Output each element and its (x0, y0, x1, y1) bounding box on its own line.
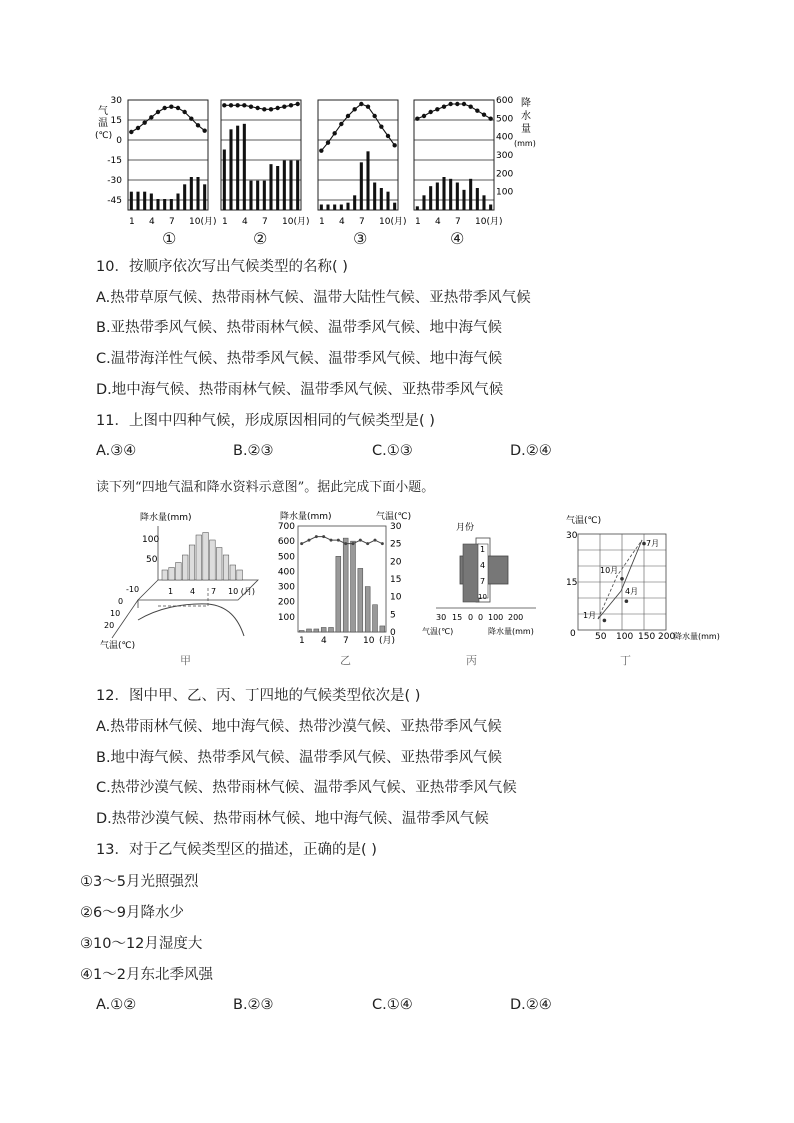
q13-option-c[interactable]: C.①④ (372, 997, 413, 1013)
bing-month-10: 10 (478, 593, 487, 601)
q13-statement-1: ①3～5月光照强烈 (80, 874, 199, 890)
q12-stem: 12．图中甲、乙、丙、丁四地的气候类型依次是( ) (96, 688, 421, 704)
q10-stem: 10．按顺序依次写出气候类型的名称( ) (96, 259, 348, 275)
jia-bar (189, 545, 195, 580)
jia-xtick-1: 1 (168, 587, 174, 596)
yi-bar (299, 630, 304, 632)
q11-stem: 11．上图中四种气候，形成原因相同的气候类型是( ) (96, 413, 435, 429)
jia-bar (162, 570, 168, 580)
yi-bar (336, 556, 341, 632)
y-left-ticks (107, 96, 122, 206)
y-left-label-2: 温 (98, 118, 108, 129)
temp-point (242, 103, 246, 107)
panel-label-3: ③ (353, 229, 368, 248)
yi-point (381, 542, 384, 545)
q12-option-d[interactable]: D.热带沙漠气候、热带雨林气候、地中海气候、温带季风气候 (96, 811, 489, 827)
x-tick: 10(月) (189, 217, 217, 227)
precip-bar (150, 194, 153, 211)
yi-left-tick: 400 (277, 567, 295, 578)
ding-caption: 丁 (620, 654, 631, 667)
precip-bar (276, 166, 279, 210)
precip-bar (283, 161, 286, 211)
climate-charts-figure (90, 92, 536, 252)
y-left-tick: 15 (110, 116, 122, 126)
x-tick: 1 (415, 217, 421, 227)
yi-point (315, 535, 318, 538)
temp-point (326, 140, 330, 144)
climate-panel-3 (318, 100, 406, 227)
precip-bar (476, 188, 479, 210)
precip-bar (130, 192, 133, 210)
chart-yi (268, 508, 428, 668)
ding-line (598, 540, 642, 619)
temp-point (162, 106, 166, 110)
precip-bar (229, 129, 232, 210)
jia-ttick-20: 20 (104, 621, 115, 630)
temp-point (149, 115, 153, 119)
yi-xtick-unit: (月) (379, 636, 396, 646)
precip-bar (353, 195, 356, 210)
yi-right-tick: 5 (390, 610, 396, 621)
bing-title: 月份 (456, 523, 475, 533)
temp-point (142, 120, 146, 124)
x-tick: 7 (262, 217, 268, 227)
yi-bar (351, 541, 356, 632)
ding-ytick-30: 30 (566, 531, 578, 541)
temp-line (131, 107, 204, 132)
q13-option-b[interactable]: B.②③ (233, 997, 274, 1013)
y-right-tick: 400 (496, 132, 514, 143)
yi-bar (321, 627, 326, 632)
precip-bar (176, 194, 179, 211)
temp-point (455, 102, 459, 106)
temp-point (339, 122, 343, 126)
temp-point (169, 104, 173, 108)
yi-left-tick: 200 (277, 597, 295, 608)
temp-point (202, 128, 206, 132)
y-left-tick: -15 (107, 156, 122, 166)
yi-xtick-10: 10 (363, 636, 375, 646)
temp-point (156, 110, 160, 114)
y-right-tick: 500 (496, 114, 514, 125)
q13-statement-4: ④1～2月东北季风强 (80, 967, 213, 983)
y-right-tick: 200 (496, 169, 514, 180)
yi-point (337, 539, 340, 542)
yi-caption: 乙 (340, 654, 351, 667)
precip-bar (263, 181, 266, 210)
yi-xtick-4: 4 (321, 636, 327, 646)
temp-point (379, 124, 383, 128)
precip-bar (256, 181, 259, 210)
y-right-label-3: 量 (521, 124, 531, 135)
yi-right-tick: 20 (390, 557, 402, 568)
yi-point (352, 542, 355, 545)
x-tick: 10(月) (379, 217, 407, 227)
panel-label-4: ④ (450, 229, 465, 248)
temp-point (422, 114, 426, 118)
chart-ding (562, 510, 742, 668)
q13-option-a[interactable]: A.①② (96, 997, 137, 1013)
precip-bar (462, 190, 465, 210)
yi-precip-bars (299, 538, 385, 632)
precip-bar (346, 203, 349, 210)
precip-bar (326, 205, 329, 211)
y-right-tick: 600 (496, 96, 514, 106)
temp-line (321, 104, 394, 151)
yi-bar (314, 629, 319, 632)
ding-point (625, 599, 629, 603)
precip-bar (320, 205, 323, 211)
precip-bar (489, 205, 492, 211)
precip-bar (236, 126, 239, 210)
yi-bar (380, 626, 385, 632)
precip-bar (190, 177, 193, 210)
precip-bar (196, 177, 199, 210)
jia-bar (210, 540, 216, 580)
yi-bar (365, 587, 370, 632)
jia-bar (203, 533, 209, 581)
temp-point (255, 106, 259, 110)
temp-point (448, 102, 452, 106)
q13-statement-2: ②6～9月降水少 (80, 905, 184, 921)
ding-xlabel: 降水量(mm) (674, 632, 720, 641)
precip-bar (449, 179, 452, 210)
ding-xtick-50: 50 (595, 632, 607, 642)
temp-point (269, 107, 273, 111)
q11-option-a[interactable]: A.③④ (96, 443, 137, 459)
temp-point (386, 134, 390, 138)
q11-option-b[interactable]: B.②③ (233, 443, 274, 459)
q13-stem: 13．对于乙气候类型区的描述，正确的是( ) (96, 842, 377, 858)
x-tick: 4 (435, 217, 441, 227)
precip-bar (289, 161, 292, 211)
temp-point (182, 110, 186, 114)
x-tick: 1 (129, 217, 135, 227)
precip-bar (380, 188, 383, 210)
bing-month-1: 1 (480, 545, 486, 554)
x-tick: 7 (359, 217, 365, 227)
yi-left-title: 降水量(mm) (280, 512, 332, 522)
ding-label-10: 10月 (600, 566, 619, 575)
yi-point (359, 539, 362, 542)
jia-xtick-7: 7 (211, 587, 217, 596)
x-tick: 10(月) (475, 217, 503, 227)
climate-panel-1 (128, 100, 216, 227)
jia-ttick-m10: -10 (126, 585, 140, 594)
temp-point (359, 102, 363, 106)
temp-point (468, 104, 472, 108)
x-tick: 4 (242, 217, 248, 227)
yi-left-tick: 700 (277, 522, 295, 532)
reading-instruction: 读下列“四地气温和降水资料示意图”。据此完成下面小题。 (96, 480, 435, 495)
y-left-tick: -30 (107, 176, 122, 186)
precip-bar (143, 192, 146, 210)
yi-right-tick: 0 (390, 628, 396, 638)
ding-ytick-15: 15 (566, 578, 578, 588)
yi-left-ticks (278, 522, 295, 623)
temp-point (249, 104, 253, 108)
precip-bar (156, 199, 159, 210)
y-right-tick: 300 (496, 151, 514, 161)
jia-ttick-0: 0 (118, 597, 124, 606)
precip-bar (482, 195, 485, 210)
temp-point (415, 116, 419, 120)
temp-line (224, 104, 297, 109)
q12-option-c[interactable]: C.热带沙漠气候、热带雨林气候、温带季风气候、亚热带季风气候 (96, 780, 517, 796)
temp-point (295, 102, 299, 106)
ding-label-1: 1月 (583, 611, 597, 620)
q10-option-c[interactable]: C.温带海洋性气候、热带季风气候、温带季风气候、地中海气候 (96, 351, 503, 367)
y-left-tick: 30 (110, 96, 122, 106)
q12-option-a[interactable]: A.热带雨林气候、地中海气候、热带沙漠气候、亚热带季风气候 (96, 719, 502, 735)
temp-point (475, 108, 479, 112)
precip-bar (429, 186, 432, 210)
jia-tick-100: 100 (142, 535, 160, 545)
precip-bar (340, 205, 343, 211)
jia-bar (237, 570, 243, 580)
yi-right-title: 气温(℃) (376, 512, 412, 522)
x-tick: 10(月) (282, 217, 310, 227)
precip-bar (136, 192, 139, 210)
ding-ytick-0: 0 (570, 629, 576, 639)
jia-t-label: 气温(℃) (100, 641, 136, 651)
bing-tick-100: 100 (488, 613, 504, 622)
bing-label-p: 降水量(mm) (488, 627, 534, 636)
yi-right-tick: 15 (390, 575, 402, 585)
climate-panel-2 (221, 100, 309, 227)
jia-caption: 甲 (180, 654, 191, 667)
yi-bar (307, 629, 312, 632)
jia-bar (182, 555, 188, 580)
jia-tick-50: 50 (146, 555, 158, 565)
precip-bar (223, 150, 226, 211)
precip-bar (243, 124, 246, 210)
temp-point (366, 104, 370, 108)
bing-tick-200: 200 (508, 613, 524, 622)
jia-precip-bars (162, 533, 242, 581)
jia-bar (216, 548, 222, 581)
y-right-label-4: (mm) (514, 139, 536, 148)
precip-bar (422, 195, 425, 210)
y-right-ticks (496, 96, 513, 198)
y-left-tick: 0 (116, 136, 122, 146)
ding-label-4: 4月 (625, 587, 639, 596)
precip-bar (386, 192, 389, 210)
bing-caption: 丙 (466, 654, 477, 667)
q13-statement-3: ③10～12月湿度大 (80, 936, 203, 952)
y-right-tick: 100 (496, 187, 514, 198)
y-left-label-3: (℃) (95, 131, 113, 141)
q10-option-d[interactable]: D.地中海气候、热带雨林气候、温带季风气候、亚热带季风气候 (96, 382, 504, 398)
precip-bar (296, 161, 299, 211)
precip-bar (333, 205, 336, 211)
ding-xtick-200: 200 (658, 632, 676, 642)
x-tick: 1 (319, 217, 325, 227)
yi-bar (343, 538, 348, 632)
yi-point (374, 539, 377, 542)
yi-right-tick: 10 (390, 592, 402, 603)
precip-bar (203, 184, 206, 210)
y-right-label-2: 水 (521, 111, 531, 122)
yi-bar (373, 605, 378, 632)
q13-option-d[interactable]: D.②④ (510, 997, 552, 1013)
precip-bar (456, 183, 459, 211)
precip-bar (442, 177, 445, 210)
bing-label-t: 气温(℃) (422, 627, 454, 636)
temp-point (189, 116, 193, 120)
bing-month-7: 7 (480, 577, 486, 586)
yi-bar (358, 568, 363, 632)
jia-title: 降水量(mm) (140, 513, 192, 523)
bing-tick-0b: 0 (478, 613, 484, 622)
x-tick: 4 (149, 217, 155, 227)
precip-bar (163, 199, 166, 210)
panel-label-2: ② (253, 229, 268, 248)
temp-point (482, 112, 486, 116)
yi-point (330, 539, 333, 542)
temp-point (435, 107, 439, 111)
yi-right-tick: 30 (390, 522, 402, 532)
jia-bar (223, 555, 229, 580)
yi-right-tick: 25 (390, 539, 402, 550)
q12-option-b[interactable]: B.地中海气候、热带季风气候、温带季风气候、亚热带季风气候 (96, 750, 503, 766)
temp-point (282, 104, 286, 108)
x-tick: 4 (339, 217, 345, 227)
x-tick: 7 (455, 217, 461, 227)
chart-bing (416, 508, 562, 668)
precip-bar (269, 164, 272, 210)
jia-xtick-10: 10 (月) (228, 587, 255, 596)
bing-month-4: 4 (480, 561, 486, 570)
jia-xtick-4: 4 (190, 587, 196, 596)
yi-point (344, 542, 347, 545)
y-left-tick: -45 (107, 196, 122, 206)
precip-bar (183, 184, 186, 210)
yi-right-ticks (390, 522, 402, 638)
jia-bar (169, 568, 175, 581)
ding-title: 气温(℃) (566, 516, 602, 526)
temp-point (346, 114, 350, 118)
ding-xtick-150: 150 (638, 632, 656, 642)
yi-xtick-1: 1 (299, 636, 305, 646)
temp-point (392, 143, 396, 147)
temp-point (319, 148, 323, 152)
yi-left-tick: 600 (277, 537, 295, 548)
precip-bar (360, 162, 363, 210)
temp-point (229, 103, 233, 107)
x-tick: 7 (169, 217, 175, 227)
ding-xtick-100: 100 (616, 632, 634, 642)
precip-bar (436, 183, 439, 211)
temp-point (196, 123, 200, 127)
temp-point (129, 130, 133, 134)
ding-point (603, 619, 607, 623)
yi-temp-line (302, 537, 383, 544)
yi-temp-points (300, 535, 384, 545)
temp-point (262, 107, 266, 111)
panel-label-1: ① (162, 229, 177, 248)
temp-point (332, 131, 336, 135)
precip-bar (373, 183, 376, 211)
q10-option-b[interactable]: B.亚热带季风气候、热带雨林气候、温带季风气候、地中海气候 (96, 320, 503, 336)
ding-point (620, 577, 624, 581)
yi-left-tick: 500 (277, 552, 295, 563)
q10-option-a[interactable]: A.热带草原气候、热带雨林气候、温带大陆性气候、亚热带季风气候 (96, 290, 531, 306)
yi-bar (329, 627, 334, 632)
temp-point (488, 116, 492, 120)
temp-point (275, 106, 279, 110)
yi-point (300, 542, 303, 545)
temp-point (176, 106, 180, 110)
precip-bar (249, 181, 252, 210)
temp-point (222, 103, 226, 107)
yi-xtick-7: 7 (343, 636, 349, 646)
ding-label-7: 7月 (646, 539, 660, 548)
temp-point (372, 114, 376, 118)
q11-option-d[interactable]: D.②④ (510, 443, 552, 459)
yi-point (308, 539, 311, 542)
ding-line-dashed (598, 540, 642, 619)
precip-bar (366, 151, 369, 210)
bing-tick-30: 30 (436, 613, 447, 622)
jia-bar (176, 563, 182, 581)
y-left-label-1: 气 (98, 106, 108, 117)
temp-point (289, 103, 293, 107)
yi-left-tick: 100 (277, 612, 295, 623)
temp-point (442, 104, 446, 108)
temp-point (136, 126, 140, 130)
jia-ttick-10: 10 (110, 609, 121, 618)
temp-point (428, 110, 432, 114)
yi-left-tick: 300 (277, 582, 295, 593)
yi-point (366, 542, 369, 545)
climate-panel-4 (414, 100, 502, 227)
temp-point (462, 102, 466, 106)
precip-bar (416, 206, 419, 210)
y-right-label-1: 降 (521, 98, 531, 109)
temp-point (352, 107, 356, 111)
jia-bar (196, 535, 202, 580)
precip-bar (393, 203, 396, 210)
yi-point (322, 535, 325, 538)
precip-bar (469, 179, 472, 210)
bing-tick-0a: 0 (468, 613, 474, 622)
jia-bar (230, 565, 236, 580)
bing-tick-15: 15 (452, 613, 463, 622)
precip-bar (170, 199, 173, 210)
x-tick: 1 (222, 217, 228, 227)
chart-jia (98, 508, 258, 668)
temp-point (235, 103, 239, 107)
jia-temp-curve (138, 604, 244, 636)
temp-line (417, 104, 490, 119)
q11-option-c[interactable]: C.①③ (372, 443, 413, 459)
